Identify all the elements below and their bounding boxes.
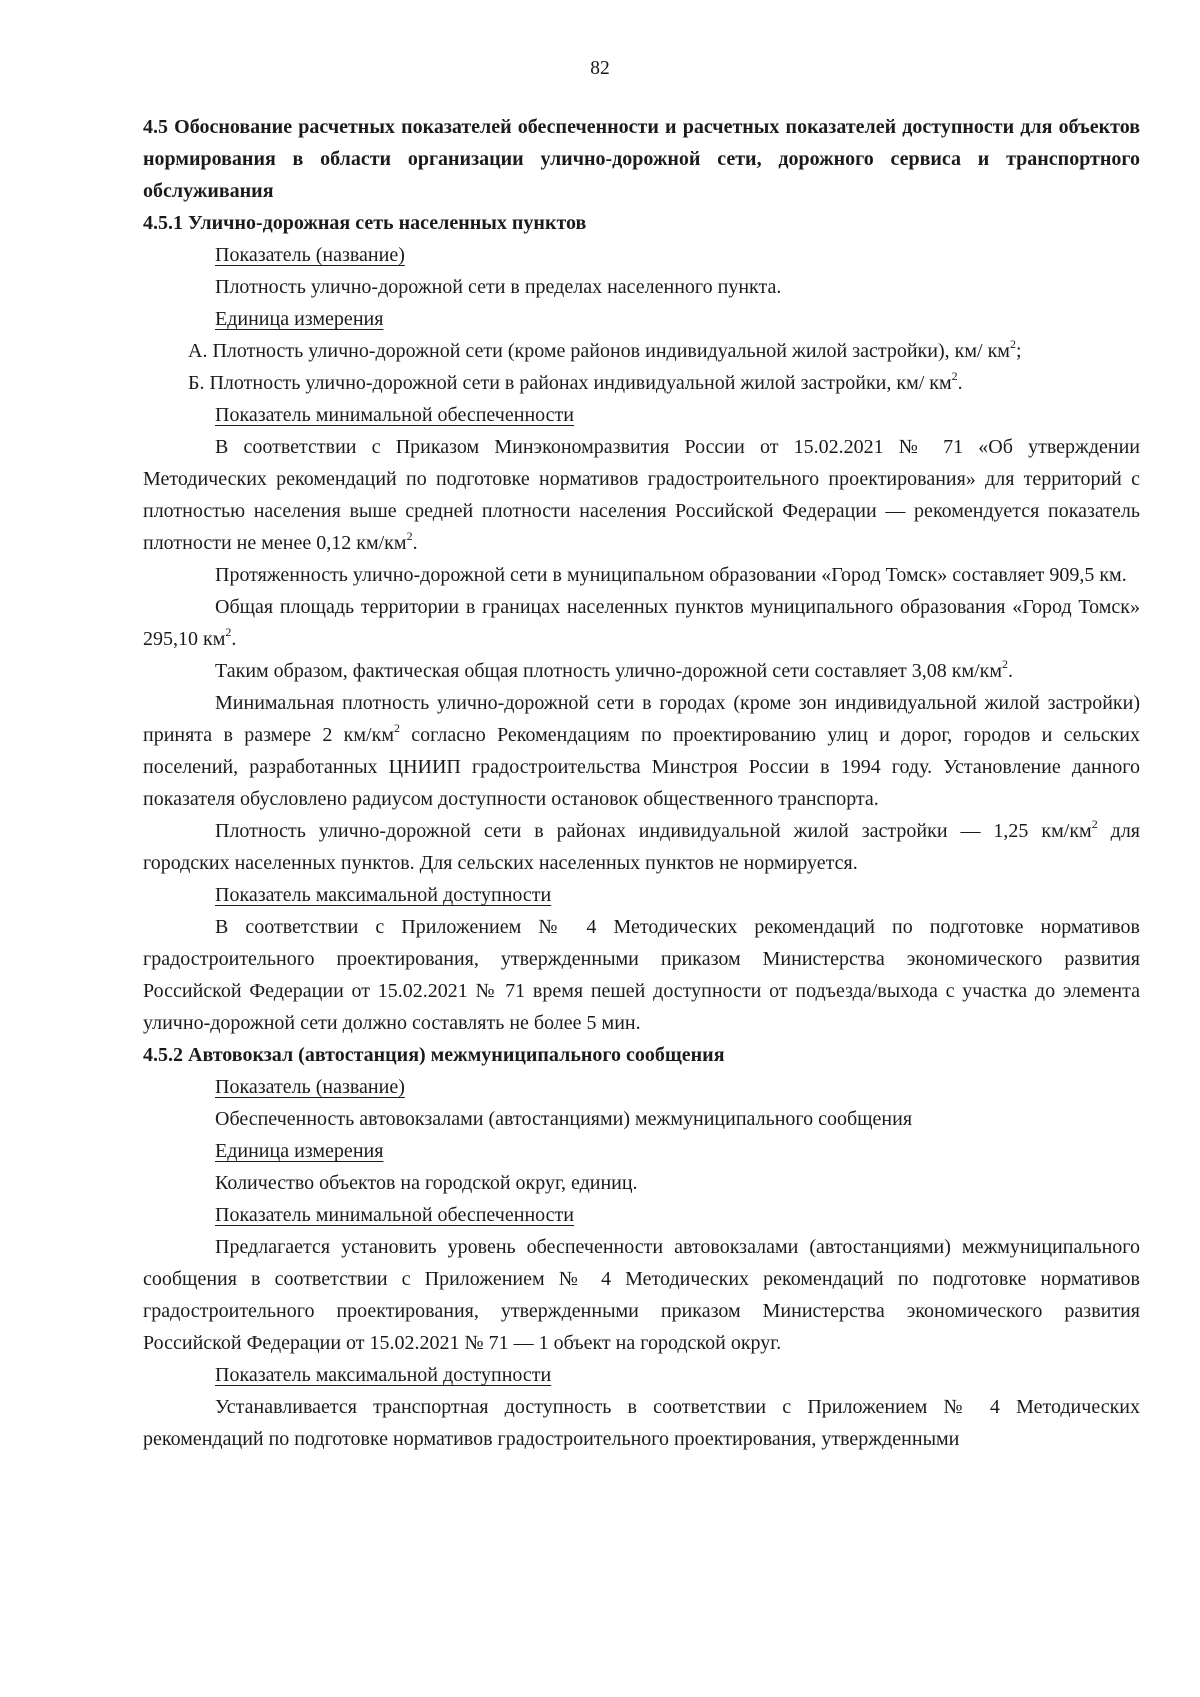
min-indicator-label-text: Показатель минимальной обеспеченности	[215, 1204, 574, 1226]
unit-label-4-5-1	[143, 303, 1140, 335]
min-indicator-label-text: Показатель минимальной обеспеченности	[215, 404, 574, 426]
superscript: 2	[225, 625, 232, 639]
superscript: 2	[1002, 657, 1009, 671]
paragraph-text: Плотность улично-дорожной сети в районах индивидуальной жилой застройки — 1,25 км/км	[215, 820, 1092, 842]
paragraph-tail: для городских населенных пунктов. Для сельских населенных пунктов не нормируется.	[143, 820, 1141, 874]
page-content	[143, 111, 1140, 1455]
max-indicator-label-4-5-2	[143, 1359, 1140, 1391]
superscript: 2	[406, 529, 413, 543]
indicator-value-4-5-2: Обеспеченность автовокзалами (автостанциями) межмуниципального сообщения	[215, 1108, 913, 1130]
unit-item-a	[143, 335, 1140, 367]
paragraph-text: В соответствии с Приказом Минэкономразвития России от 15.02.2021 № 71 «Об утверждении Методических рекомендаций по подготовке нормативов градостроительного проектирования» для территорий с плотностью населения выше средней плотности населения Российской Федерации — рекомендуется показатель плотности не менее 0,12 км/км	[143, 436, 1140, 554]
paragraph-individual-density	[143, 815, 1140, 879]
min-indicator-label-4-5-1	[143, 399, 1140, 431]
paragraph-area	[143, 591, 1140, 655]
page-number: 82	[590, 58, 610, 79]
unit-value-4-5-2: Количество объектов на городской округ, единиц.	[215, 1172, 638, 1194]
indicator-label-4-5-2	[143, 1071, 1140, 1103]
unit-label-text: Единица измерения	[215, 308, 384, 330]
max-indicator-label-4-5-1	[143, 879, 1140, 911]
subsection-heading-4-5-1: 4.5.1 Улично-дорожная сеть населенных пунктов	[143, 212, 587, 234]
paragraph-prikaz	[143, 431, 1140, 559]
paragraph-text: Общая площадь территории в границах населенных пунктов муниципального образования «Город Томск» 295,10 км	[143, 596, 1140, 650]
paragraph-tail: .	[231, 628, 237, 650]
superscript: 2	[951, 369, 958, 383]
paragraph-bus-station-provision: Предлагается установить уровень обеспеченности автовокзалами (автостанциями) межмуниципального сообщения в соответствии с Приложением № 4 Методических рекомендаций по подготовке нормативов градостроительного проектирования, утвержденными приказом Министерства экономического развития Российской Федерации от 15.02.2021 № 71 — 1 объект на городской округ.	[143, 1236, 1140, 1354]
paragraph-actual-density	[143, 655, 1140, 687]
subsection-heading-4-5-2: 4.5.2 Автовокзал (автостанция) межмуниципального сообщения	[143, 1044, 725, 1066]
superscript: 2	[1091, 817, 1098, 831]
unit-item-a-tail: ;	[1015, 340, 1022, 362]
max-indicator-label-text: Показатель максимальной доступности	[215, 1364, 552, 1386]
paragraph-walk-access: В соответствии с Приложением № 4 Методических рекомендаций по подготовке нормативов градостроительного проектирования, утвержденными приказом Министерства экономического развития Российской Федерации от 15.02.2021 № 71 время пешей доступности от подъезда/выхода с участка до элемента улично-дорожной сети должно составлять не более 5 мин.	[143, 916, 1140, 1034]
paragraph-text: Таким образом, фактическая общая плотность улично-дорожной сети составляет 3,08 км/км	[215, 660, 1003, 682]
indicator-label-text: Показатель (название)	[215, 244, 405, 266]
paragraph-transport-access: Устанавливается транспортная доступность в соответствии с Приложением № 4 Методических рекомендаций по подготовке нормативов градостроительного проектирования, утвержденными	[143, 1396, 1140, 1450]
superscript: 2	[1009, 337, 1016, 351]
section-heading-4-5: 4.5 Обоснование расчетных показателей обеспеченности и расчетных показателей доступности для объектов нормирования в области организации улично-дорожной сети, дорожного сервиса и транспортного обслуживания	[143, 116, 1140, 202]
unit-label-text: Единица измерения	[215, 1140, 384, 1162]
paragraph-tail: согласно Рекомендациям по проектированию улиц и дорог, городов и сельских поселений, разработанных ЦНИИП градостроительства Минстроя России в 1994 году. Установление данного показателя обусловлено радиусом доступности остановок общественного транспорта.	[143, 724, 1140, 810]
superscript: 2	[393, 721, 400, 735]
unit-item-b-tail: .	[957, 372, 963, 394]
paragraph-length: Протяженность улично-дорожной сети в муниципальном образовании «Город Томск» составляет 909,5 км.	[215, 564, 1127, 586]
unit-item-a-text: А. Плотность улично-дорожной сети (кроме районов индивидуальной жилой застройки), км/ км	[188, 340, 1010, 362]
unit-item-b	[143, 367, 1140, 399]
min-indicator-label-4-5-2	[143, 1199, 1140, 1231]
unit-item-b-text: Б. Плотность улично-дорожной сети в районах индивидуальной жилой застройки, км/ км	[188, 372, 952, 394]
paragraph-min-density	[143, 687, 1140, 815]
paragraph-text: Минимальная плотность улично-дорожной сети в городах (кроме зон индивидуальной жилой застройки) принята в размере 2 км/км	[143, 692, 1140, 746]
unit-label-4-5-2	[143, 1135, 1140, 1167]
paragraph-tail: .	[412, 532, 418, 554]
max-indicator-label-text: Показатель максимальной доступности	[215, 884, 552, 906]
paragraph-tail: .	[1008, 660, 1014, 682]
indicator-value-4-5-1: Плотность улично-дорожной сети в пределах населенного пункта.	[215, 276, 782, 298]
indicator-label-text: Показатель (название)	[215, 1076, 405, 1098]
indicator-label-4-5-1	[143, 239, 1140, 271]
